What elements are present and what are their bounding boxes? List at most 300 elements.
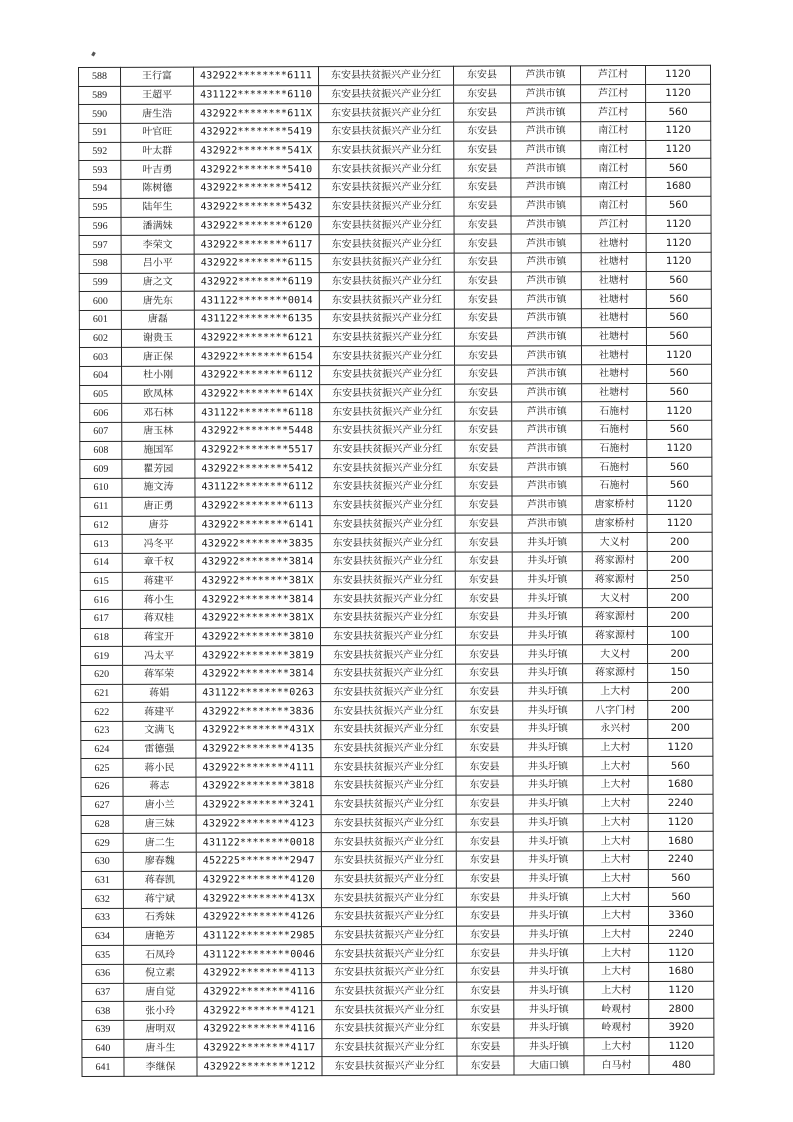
- village-cell: 上大村: [583, 738, 648, 757]
- recipient-name-cell: 施国军: [122, 441, 195, 460]
- recipient-name-cell: 唐先东: [121, 291, 194, 310]
- row-number-cell: 621: [81, 684, 123, 703]
- id-number-cell: 432922********4126: [196, 908, 321, 927]
- recipient-name-cell: 倪立素: [124, 964, 197, 983]
- row-number-cell: 640: [82, 1039, 124, 1058]
- county-cell: 东安县: [455, 571, 512, 590]
- town-cell: 井头圩镇: [512, 570, 582, 589]
- village-cell: 社塘村: [581, 327, 646, 346]
- county-cell: 东安县: [456, 720, 513, 739]
- recipient-name-cell: 张小玲: [124, 1001, 197, 1020]
- county-cell: 东安县: [456, 757, 513, 776]
- table-row: [79, 327, 711, 348]
- town-cell: 芦洪市镇: [511, 327, 581, 346]
- table-row: [81, 663, 713, 684]
- town-cell: 芦洪市镇: [511, 234, 581, 253]
- payment-item-cell: 东安县扶贫振兴产业分红: [320, 533, 455, 552]
- amount-cell: 1120: [645, 65, 710, 84]
- id-number-cell: 432922********4116: [197, 982, 322, 1001]
- village-cell: 上大村: [583, 925, 648, 944]
- amount-cell: 1680: [646, 177, 711, 196]
- town-cell: 井头圩镇: [512, 626, 582, 645]
- recipient-name-cell: 潘满妹: [121, 217, 194, 236]
- recipient-name-cell: 叶吉勇: [121, 161, 194, 180]
- amount-cell: 1680: [648, 775, 713, 794]
- table-row: [80, 476, 712, 497]
- amount-cell: 560: [648, 888, 713, 907]
- table-row: [82, 1000, 714, 1021]
- table-row: [79, 65, 711, 86]
- village-cell: 岭观村: [584, 1019, 649, 1038]
- recipient-name-cell: 蒋娟: [123, 684, 196, 703]
- row-number-cell: 631: [81, 871, 123, 890]
- row-number-cell: 624: [81, 740, 123, 759]
- town-cell: 芦洪市镇: [512, 514, 582, 533]
- town-cell: 芦洪市镇: [511, 159, 581, 178]
- town-cell: 井头圩镇: [513, 776, 583, 795]
- row-number-cell: 614: [80, 553, 122, 572]
- village-cell: 唐家桥村: [582, 514, 647, 533]
- payment-item-cell: 东安县扶贫振兴产业分红: [319, 178, 454, 197]
- id-number-cell: 432922********4111: [196, 758, 321, 777]
- town-cell: 井头圩镇: [514, 1000, 584, 1019]
- village-cell: 上大村: [583, 682, 648, 701]
- roster-body: [79, 65, 715, 1076]
- row-number-cell: 591: [79, 123, 121, 142]
- county-cell: 东安县: [456, 832, 513, 851]
- recipient-name-cell: 石秀妹: [123, 908, 196, 927]
- id-number-cell: 432922********4120: [196, 870, 321, 889]
- village-cell: 社塘村: [582, 365, 647, 384]
- recipient-name-cell: 冯冬平: [122, 534, 195, 553]
- county-cell: 东安县: [456, 870, 513, 889]
- id-number-cell: 452225********2947: [196, 852, 321, 871]
- payment-item-cell: 东安县扶贫振兴产业分红: [322, 1019, 457, 1038]
- town-cell: 井头圩镇: [514, 944, 584, 963]
- town-cell: 芦洪市镇: [512, 458, 582, 477]
- row-number-cell: 600: [79, 292, 121, 311]
- amount-cell: 1120: [649, 981, 714, 1000]
- payment-item-cell: 东安县扶贫振兴产业分红: [319, 141, 454, 160]
- payment-item-cell: 东安县扶贫振兴产业分红: [319, 160, 454, 179]
- recipient-name-cell: 唐正勇: [122, 497, 195, 516]
- payment-item-cell: 东安县扶贫振兴产业分红: [320, 421, 455, 440]
- town-cell: 芦洪市镇: [510, 66, 580, 85]
- town-cell: 大庙口镇: [514, 1056, 584, 1075]
- county-cell: 东安县: [454, 346, 511, 365]
- amount-cell: 200: [648, 719, 713, 738]
- village-cell: 上大村: [583, 832, 648, 851]
- table-row: [82, 1056, 714, 1077]
- table-row: [79, 346, 711, 367]
- row-number-cell: 623: [81, 721, 123, 740]
- id-number-cell: 432922********6120: [194, 216, 319, 235]
- county-cell: 东安县: [454, 103, 511, 122]
- county-cell: 东安县: [456, 813, 513, 832]
- town-cell: 芦洪市镇: [512, 402, 582, 421]
- id-number-cell: 432922********3241: [196, 795, 321, 814]
- recipient-name-cell: 唐之文: [121, 273, 194, 292]
- county-cell: 东安县: [455, 402, 512, 421]
- payment-item-cell: 东安县扶贫振兴产业分红: [319, 328, 454, 347]
- recipient-name-cell: 吕小平: [121, 254, 194, 273]
- county-cell: 东安县: [454, 234, 511, 253]
- table-row: [82, 944, 714, 965]
- dividend-roster-table: [78, 65, 715, 1077]
- village-cell: 社塘村: [581, 234, 646, 253]
- amount-cell: 1120: [648, 738, 713, 757]
- payment-item-cell: 东安县扶贫振兴产业分红: [320, 552, 455, 571]
- payment-item-cell: 东安县扶贫振兴产业分红: [322, 982, 457, 1001]
- id-number-cell: 432922********3814: [195, 590, 320, 609]
- id-number-cell: 432922********3814: [196, 665, 321, 684]
- town-cell: 井头圩镇: [513, 757, 583, 776]
- recipient-name-cell: 蒋建平: [122, 572, 195, 591]
- id-number-cell: 432922********1212: [197, 1057, 322, 1076]
- village-cell: 八字门村: [583, 701, 648, 720]
- village-cell: 上大村: [583, 776, 648, 795]
- recipient-name-cell: 唐明双: [124, 1020, 197, 1039]
- id-number-cell: 432922********6119: [194, 272, 319, 291]
- village-cell: 石施村: [582, 421, 647, 440]
- county-cell: 东安县: [457, 1056, 514, 1075]
- recipient-name-cell: 王超平: [121, 86, 194, 105]
- table-row: [81, 682, 713, 703]
- county-cell: 东安县: [457, 982, 514, 1001]
- row-number-cell: 634: [82, 927, 124, 946]
- row-number-cell: 598: [79, 254, 121, 273]
- amount-cell: 560: [647, 364, 712, 383]
- county-cell: 东安县: [455, 477, 512, 496]
- amount-cell: 1120: [646, 346, 711, 365]
- table-row: [80, 514, 712, 535]
- table-row: [80, 383, 712, 404]
- county-cell: 东安县: [454, 178, 511, 197]
- county-cell: 东安县: [454, 309, 511, 328]
- county-cell: 东安县: [454, 215, 511, 234]
- recipient-name-cell: 唐三妹: [123, 815, 196, 834]
- id-number-cell: 432922********413X: [196, 889, 321, 908]
- amount-cell: 1120: [646, 215, 711, 234]
- county-cell: 东安县: [456, 795, 513, 814]
- village-cell: 大义村: [582, 589, 647, 608]
- village-cell: 社塘村: [581, 252, 646, 271]
- payment-item-cell: 东安县扶贫振兴产业分红: [319, 290, 454, 309]
- id-number-cell: 432922********6113: [195, 496, 320, 515]
- recipient-name-cell: 叶太群: [121, 142, 194, 161]
- payment-item-cell: 东安县扶贫振兴产业分红: [321, 683, 456, 702]
- table-row: [80, 364, 712, 385]
- table-row: [79, 271, 711, 292]
- town-cell: 井头圩镇: [512, 608, 582, 627]
- id-number-cell: 432922********5412: [195, 459, 320, 478]
- id-number-cell: 432922********3819: [196, 646, 321, 665]
- village-cell: 唐家桥村: [582, 495, 647, 514]
- amount-cell: 250: [647, 570, 712, 589]
- recipient-name-cell: 廖春魏: [123, 852, 196, 871]
- county-cell: 东安县: [455, 589, 512, 608]
- amount-cell: 560: [647, 420, 712, 439]
- town-cell: 井头圩镇: [513, 795, 583, 814]
- county-cell: 东安县: [455, 365, 512, 384]
- id-number-cell: 432922********5448: [195, 422, 320, 441]
- id-number-cell: 431122********6112: [195, 478, 320, 497]
- village-cell: 芦江村: [581, 84, 646, 103]
- amount-cell: 560: [647, 383, 712, 402]
- village-cell: 上大村: [584, 1037, 649, 1056]
- amount-cell: 560: [646, 103, 711, 122]
- table-row: [80, 626, 712, 647]
- id-number-cell: 432922********6115: [194, 254, 319, 273]
- recipient-name-cell: 瞿芳园: [122, 460, 195, 479]
- amount-cell: 560: [648, 869, 713, 888]
- county-cell: 东安县: [456, 907, 513, 926]
- village-cell: 石施村: [582, 458, 647, 477]
- payment-item-cell: 东安县扶贫振兴产业分红: [322, 1038, 457, 1057]
- village-cell: 芦江村: [581, 215, 646, 234]
- town-cell: 井头圩镇: [514, 981, 584, 1000]
- row-number-cell: 630: [81, 852, 123, 871]
- recipient-name-cell: 唐玉林: [122, 422, 195, 441]
- row-number-cell: 641: [82, 1058, 124, 1077]
- amount-cell: 2240: [648, 925, 713, 944]
- amount-cell: 560: [646, 290, 711, 309]
- row-number-cell: 639: [82, 1020, 124, 1039]
- row-number-cell: 619: [81, 647, 123, 666]
- county-cell: 东安县: [453, 66, 510, 85]
- id-number-cell: 432922********614X: [195, 384, 320, 403]
- row-number-cell: 636: [82, 964, 124, 983]
- amount-cell: 560: [648, 757, 713, 776]
- payment-item-cell: 东安县扶贫振兴产业分红: [320, 477, 455, 496]
- payment-item-cell: 东安县扶贫振兴产业分红: [321, 739, 456, 758]
- payment-item-cell: 东安县扶贫振兴产业分红: [322, 963, 457, 982]
- id-number-cell: 432922********381X: [195, 571, 320, 590]
- id-number-cell: 432922********5432: [194, 197, 319, 216]
- town-cell: 井头圩镇: [513, 701, 583, 720]
- scan-mark: [91, 52, 96, 57]
- table-row: [82, 1037, 714, 1058]
- payment-item-cell: 东安县扶贫振兴产业分红: [319, 197, 454, 216]
- table-row: [79, 121, 711, 142]
- id-number-cell: 431122********6110: [194, 85, 319, 104]
- county-cell: 东安县: [454, 328, 511, 347]
- row-number-cell: 611: [80, 497, 122, 516]
- village-cell: 石施村: [582, 477, 647, 496]
- row-number-cell: 604: [80, 366, 122, 385]
- recipient-name-cell: 冯太平: [123, 646, 196, 665]
- amount-cell: 100: [647, 626, 712, 645]
- village-cell: 上大村: [583, 906, 648, 925]
- row-number-cell: 606: [80, 404, 122, 423]
- id-number-cell: 431122********6118: [195, 403, 320, 422]
- amount-cell: 200: [648, 645, 713, 664]
- payment-item-cell: 东安县扶贫振兴产业分红: [321, 832, 456, 851]
- amount-cell: 200: [647, 607, 712, 626]
- id-number-cell: 432922********6141: [195, 515, 320, 534]
- town-cell: 芦洪市镇: [511, 253, 581, 272]
- payment-item-cell: 东安县扶贫振兴产业分红: [321, 758, 456, 777]
- payment-item-cell: 东安县扶贫振兴产业分红: [321, 888, 456, 907]
- village-cell: 上大村: [583, 813, 648, 832]
- id-number-cell: 432922********6112: [195, 366, 320, 385]
- payment-item-cell: 东安县扶贫振兴产业分红: [319, 309, 454, 328]
- table-row: [80, 532, 712, 553]
- row-number-cell: 612: [80, 516, 122, 535]
- row-number-cell: 638: [82, 1002, 124, 1021]
- id-number-cell: 431122********0263: [196, 683, 321, 702]
- county-cell: 东安县: [455, 552, 512, 571]
- id-number-cell: 431122********2985: [197, 926, 322, 945]
- payment-item-cell: 东安县扶贫振兴产业分红: [319, 234, 454, 253]
- recipient-name-cell: 石凤玲: [124, 945, 197, 964]
- id-number-cell: 432922********4135: [196, 739, 321, 758]
- town-cell: 井头圩镇: [512, 533, 582, 552]
- amount-cell: 1120: [646, 252, 711, 271]
- payment-item-cell: 东安县扶贫振兴产业分红: [320, 365, 455, 384]
- village-cell: 社塘村: [582, 383, 647, 402]
- recipient-name-cell: 唐二生: [123, 833, 196, 852]
- recipient-name-cell: 章千权: [122, 553, 195, 572]
- village-cell: 社塘村: [581, 346, 646, 365]
- id-number-cell: 432922********3810: [195, 627, 320, 646]
- table-row: [81, 719, 713, 740]
- id-number-cell: 432922********3836: [196, 702, 321, 721]
- recipient-name-cell: 李继保: [124, 1058, 197, 1077]
- county-cell: 东安县: [457, 1038, 514, 1057]
- county-cell: 东安县: [455, 514, 512, 533]
- village-cell: 上大村: [584, 944, 649, 963]
- county-cell: 东安县: [454, 290, 511, 309]
- village-cell: 南江村: [581, 140, 646, 159]
- town-cell: 井头圩镇: [512, 552, 582, 571]
- town-cell: 井头圩镇: [513, 832, 583, 851]
- row-number-cell: 626: [81, 777, 123, 796]
- amount-cell: 1120: [646, 233, 711, 252]
- row-number-cell: 616: [80, 591, 122, 610]
- row-number-cell: 607: [80, 422, 122, 441]
- recipient-name-cell: 唐芬: [122, 516, 195, 535]
- amount-cell: 560: [646, 196, 711, 215]
- row-number-cell: 609: [80, 460, 122, 479]
- recipient-name-cell: 唐正保: [121, 347, 194, 366]
- row-number-cell: 615: [80, 572, 122, 591]
- row-number-cell: 592: [79, 142, 121, 161]
- town-cell: 芦洪市镇: [511, 309, 581, 328]
- village-cell: 白马村: [584, 1056, 649, 1075]
- table-row: [79, 103, 711, 124]
- village-cell: 上大村: [583, 850, 648, 869]
- payment-item-cell: 东安县扶贫振兴产业分红: [320, 515, 455, 534]
- payment-item-cell: 东安县扶贫振兴产业分红: [319, 216, 454, 235]
- village-cell: 南江村: [581, 178, 646, 197]
- id-number-cell: 432922********5410: [194, 160, 319, 179]
- table-row: [79, 84, 711, 105]
- row-number-cell: 625: [81, 759, 123, 778]
- town-cell: 井头圩镇: [513, 682, 583, 701]
- town-cell: 井头圩镇: [513, 869, 583, 888]
- county-cell: 东安县: [454, 85, 511, 104]
- recipient-name-cell: 唐艳芳: [124, 927, 197, 946]
- recipient-name-cell: 蒋宝开: [122, 628, 195, 647]
- village-cell: 上大村: [584, 963, 649, 982]
- row-number-cell: 593: [79, 161, 121, 180]
- county-cell: 东安县: [456, 739, 513, 758]
- id-number-cell: 432922********3814: [195, 553, 320, 572]
- table-row: [79, 252, 711, 273]
- id-number-cell: 432922********5412: [194, 179, 319, 198]
- recipient-name-cell: 唐磊: [121, 310, 194, 329]
- payment-item-cell: 东安县扶贫振兴产业分红: [321, 870, 456, 889]
- recipient-name-cell: 唐生浩: [121, 104, 194, 123]
- row-number-cell: 633: [81, 908, 123, 927]
- row-number-cell: 635: [82, 946, 124, 965]
- payment-item-cell: 东安县扶贫振兴产业分红: [319, 85, 454, 104]
- table-row: [81, 701, 713, 722]
- recipient-name-cell: 邓石林: [122, 403, 195, 422]
- village-cell: 大义村: [583, 645, 648, 664]
- village-cell: 芦江村: [581, 103, 646, 122]
- row-number-cell: 608: [80, 441, 122, 460]
- payment-item-cell: 东安县扶贫振兴产业分红: [320, 384, 455, 403]
- recipient-name-cell: 蒋军荣: [123, 665, 196, 684]
- county-cell: 东安县: [457, 926, 514, 945]
- recipient-name-cell: 蒋春凯: [123, 871, 196, 890]
- village-cell: 石施村: [582, 439, 647, 458]
- table-row: [82, 925, 714, 946]
- payment-item-cell: 东安县扶贫振兴产业分红: [321, 907, 456, 926]
- row-number-cell: 603: [79, 348, 121, 367]
- town-cell: 井头圩镇: [513, 925, 583, 944]
- recipient-name-cell: 蒋志: [123, 777, 196, 796]
- payment-item-cell: 东安县扶贫振兴产业分红: [319, 122, 454, 141]
- recipient-name-cell: 唐斗生: [124, 1039, 197, 1058]
- id-number-cell: 431122********0014: [194, 291, 319, 310]
- table-row: [81, 906, 713, 927]
- amount-cell: 1680: [648, 831, 713, 850]
- id-number-cell: 432922********541X: [194, 141, 319, 160]
- county-cell: 东安县: [454, 122, 511, 141]
- payment-item-cell: 东安县扶贫振兴产业分红: [322, 1001, 457, 1020]
- payment-item-cell: 东安县扶贫振兴产业分红: [321, 851, 456, 870]
- row-number-cell: 628: [81, 815, 123, 834]
- table-row: [80, 439, 712, 460]
- table-row: [80, 495, 712, 516]
- county-cell: 东安县: [456, 645, 513, 664]
- town-cell: 芦洪市镇: [511, 290, 581, 309]
- county-cell: 东安县: [456, 888, 513, 907]
- amount-cell: 200: [648, 682, 713, 701]
- county-cell: 东安县: [457, 963, 514, 982]
- table-row: [80, 570, 712, 591]
- amount-cell: 200: [648, 701, 713, 720]
- recipient-name-cell: 蒋建平: [123, 702, 196, 721]
- id-number-cell: 431122********0018: [196, 833, 321, 852]
- recipient-name-cell: 王行富: [121, 67, 194, 86]
- table-row: [80, 458, 712, 479]
- county-cell: 东安县: [455, 627, 512, 646]
- town-cell: 井头圩镇: [513, 907, 583, 926]
- payment-item-cell: 东安县扶贫振兴产业分红: [321, 776, 456, 795]
- row-number-cell: 595: [79, 198, 121, 217]
- town-cell: 芦洪市镇: [511, 140, 581, 159]
- id-number-cell: 432922********6111: [194, 67, 319, 86]
- recipient-name-cell: 蒋小民: [123, 759, 196, 778]
- payment-item-cell: 东安县扶贫振兴产业分红: [319, 104, 454, 123]
- town-cell: 芦洪市镇: [512, 439, 582, 458]
- recipient-name-cell: 李荣文: [121, 235, 194, 254]
- row-number-cell: 629: [81, 834, 123, 853]
